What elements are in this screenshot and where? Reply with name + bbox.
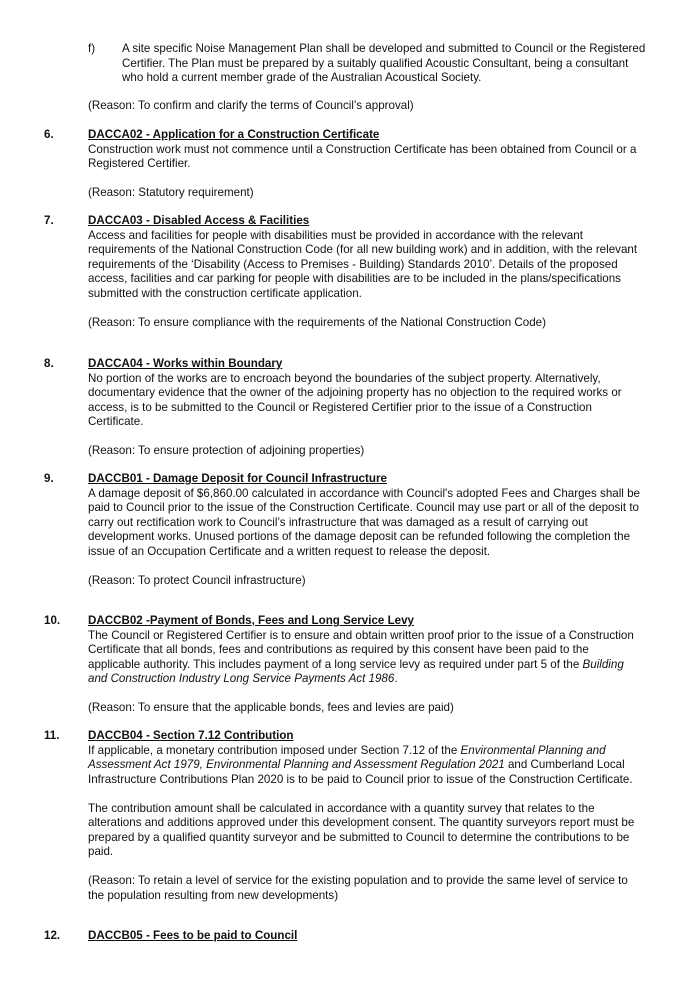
sub-clause-letter: f) bbox=[88, 42, 96, 55]
condition-reason: (Reason: To ensure compliance with the requirements of the National Construction Code) bbox=[88, 315, 546, 329]
condition-title: DACCA02 - Application for a Construction Certificate bbox=[88, 128, 380, 141]
condition-reason: (Reason: To confirm and clarify the terms of Council’s approval) bbox=[88, 99, 414, 112]
condition-title: DACCA03 - Disabled Access & Facilities bbox=[88, 214, 310, 227]
condition-reason: (Reason: Statutory requirement) bbox=[88, 186, 254, 199]
sub-clause-f bbox=[88, 42, 648, 86]
condition-number: 6. bbox=[44, 128, 54, 141]
condition-9 bbox=[0, 472, 682, 588]
condition-number: 10. bbox=[44, 614, 61, 627]
condition-reason: (Reason: To retain a level of service for the existing population and to provide the same level of service to the population resulting from new developments) bbox=[88, 874, 628, 902]
condition-12 bbox=[0, 929, 682, 944]
condition-7 bbox=[0, 214, 682, 330]
condition-title: DACCB01 - Damage Deposit for Council Infrastructure bbox=[88, 472, 387, 485]
condition-text: If applicable, a monetary contribution imposed under Section 7.12 of the Environmental Planning and Assessment Act 1979, Environmental Planning and Assessment Regulation 2021 and Cumberland Local Infrastructure Contributions Plan 2020 is to be paid to Council prior to issue of the Construction Certificate. bbox=[88, 743, 633, 786]
condition-text: The Council or Registered Certifier is to ensure and obtain written proof prior to the issue of a Construction Certificate that all bonds, fees and contributions as required by this consent have been paid to the applicable authority. This includes payment of a long service levy as required under part 5 of the Building and Construction Industry Long Service Payments Act 1986. bbox=[88, 628, 634, 685]
sub-clause-text: A site specific Noise Management Plan shall be developed and submitted to Council or the Registered Certifier. The Plan must be prepared by a suitably qualified Acoustic Consultant, being a consultant who hold a current member grade of the Australian Acoustical Society. bbox=[122, 42, 646, 84]
condition-title: DACCB05 - Fees to be paid to Council bbox=[88, 929, 298, 942]
condition-11 bbox=[0, 729, 682, 903]
condition-number: 8. bbox=[44, 357, 54, 370]
condition-reason: (Reason: To ensure that the applicable bonds, fees and levies are paid) bbox=[88, 701, 454, 714]
condition-number: 12. bbox=[44, 929, 61, 942]
condition-text: Construction work must not commence until a Construction Certificate has been obtained from Council or a Registered Certifier. bbox=[88, 142, 637, 170]
act-name: Environmental Planning and Assessment Act 1979, Environmental Planning and Assessment Regulation 2021 bbox=[88, 743, 606, 771]
condition-number: 7. bbox=[44, 214, 54, 227]
condition-text: Access and facilities for people with disabilities must be provided in accordance with the relevant requirements of the National Construction Code (for all new building work) and in addition, with the relevant requirements of the ‘Disability (Access to Premises - Building) Standards 2010’. Details of the proposed access, facilities and car parking for people with disabilities are to be included in the plans/specifications submitted with the construction certificate application. bbox=[88, 228, 638, 300]
act-name: Building and Construction Industry Long Service Payments Act 1986 bbox=[88, 657, 624, 685]
condition-number: 9. bbox=[44, 472, 54, 485]
condition-8 bbox=[0, 357, 682, 459]
condition-text-2: The contribution amount shall be calculated in accordance with a quantity survey that relates to the alterations and additions approved under this development consent. The quantity surveyors report must be prepared by a qualified quantity surveyor and be submitted to Council to determine the contributions to be paid. bbox=[88, 801, 635, 858]
condition-title: DACCB02 -Payment of Bonds, Fees and Long Service Levy bbox=[88, 614, 414, 627]
condition-reason: (Reason: To protect Council infrastructure) bbox=[88, 573, 306, 587]
condition-6 bbox=[0, 128, 682, 201]
intro-reason-block bbox=[0, 99, 682, 114]
condition-text: No portion of the works are to encroach beyond the boundaries of the subject property. Alternatively, documentary evidence that the owner of the adjoining property has no objection to the required works or access, is to be submitted to the Council or Registered Certifier prior to the issue of a Construction Certificate. bbox=[88, 371, 622, 428]
condition-number: 11. bbox=[44, 729, 60, 742]
condition-title: DACCB04 - Section 7.12 Contribution bbox=[88, 729, 294, 742]
condition-title: DACCA04 - Works within Boundary bbox=[88, 357, 283, 370]
condition-reason: (Reason: To ensure protection of adjoining properties) bbox=[88, 444, 365, 457]
condition-text: A damage deposit of $6,860.00 calculated in accordance with Council's adopted Fees and Charges shall be paid to Council prior to the issue of the Construction Certificate. Council may use part or all of the deposit to carry out rectification work to Council’s infrastructure that was damaged as a result of carrying out development works. Unused portions of the damage deposit can be refunded following the completion the issue of an Occupation Certificate and a written request to release the deposit. bbox=[88, 486, 640, 558]
condition-10 bbox=[0, 614, 682, 716]
